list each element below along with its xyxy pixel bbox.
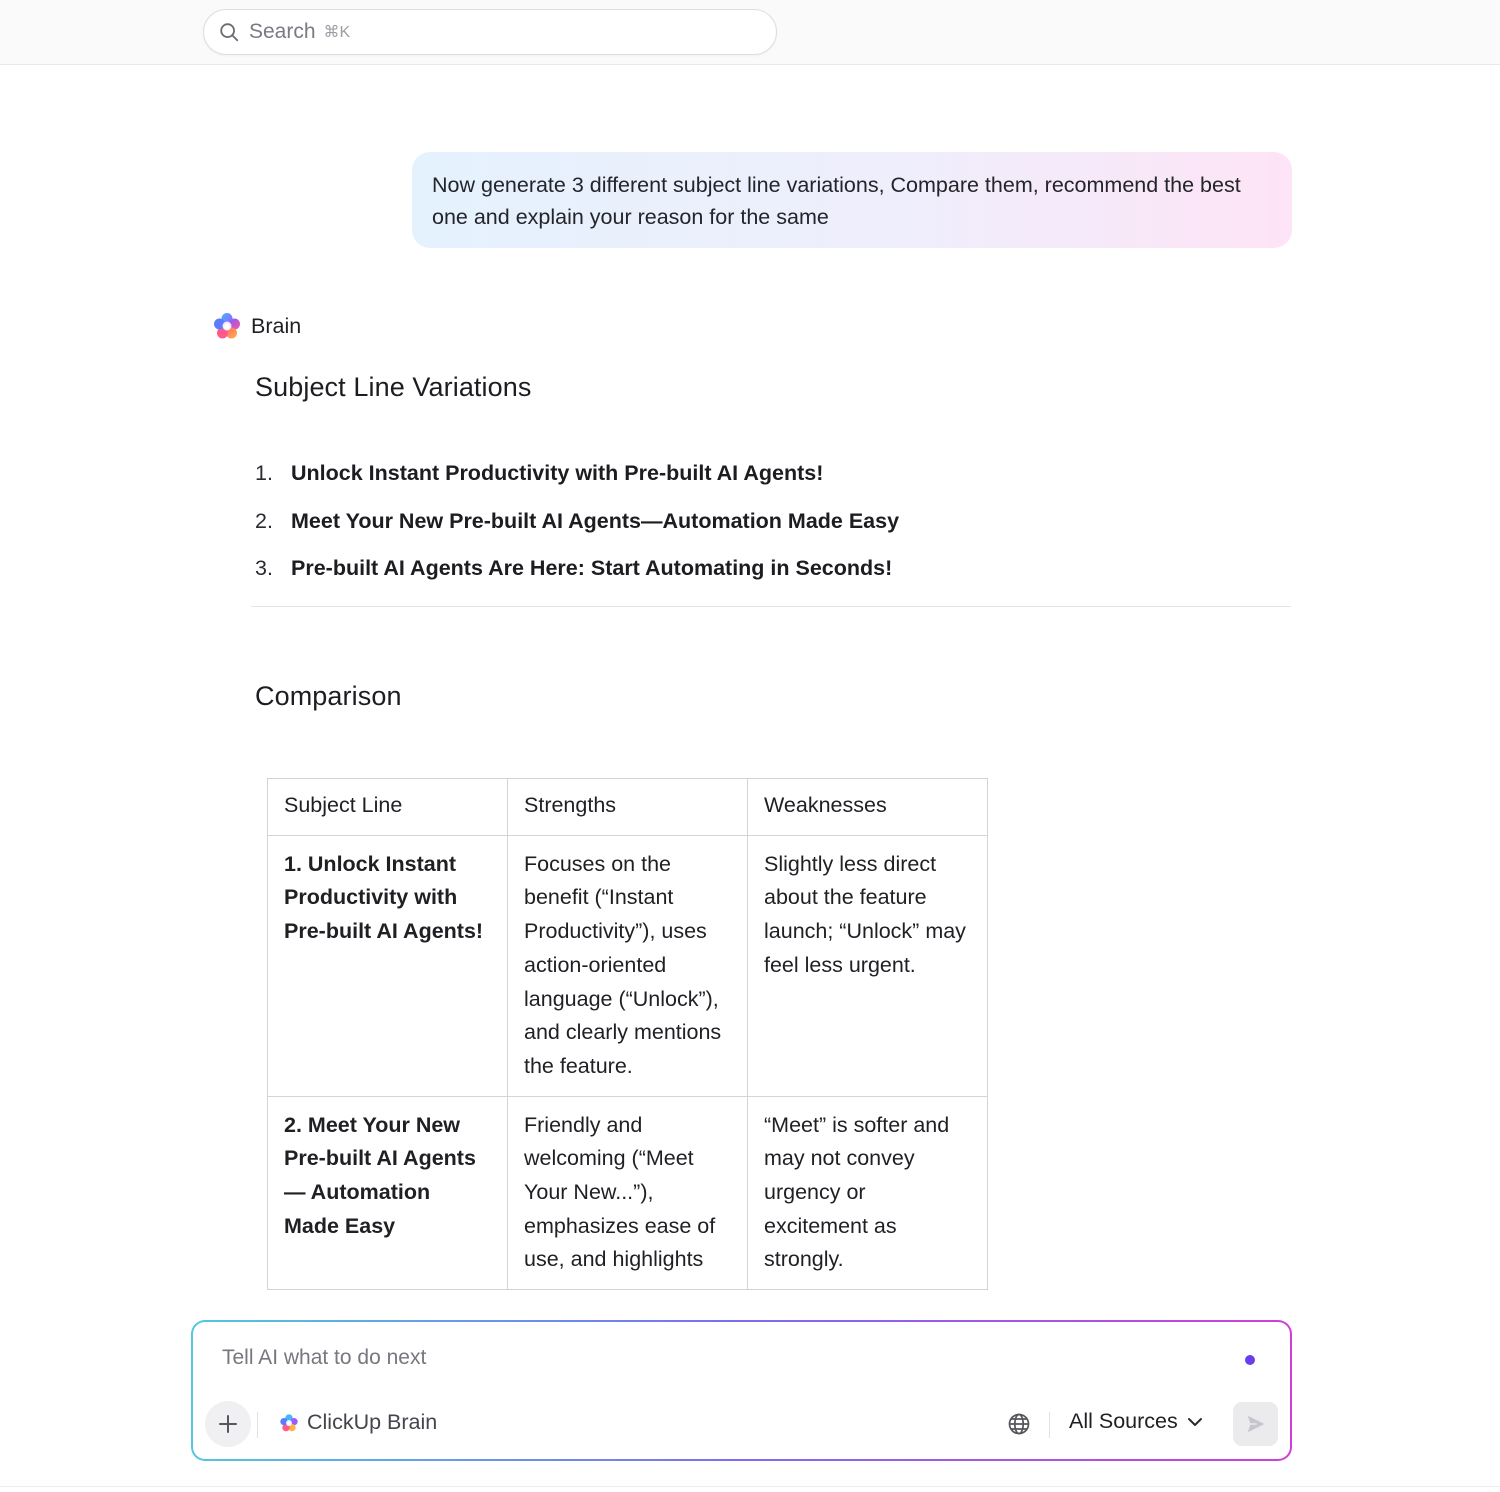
ai-composer bbox=[191, 1320, 1292, 1461]
list-item bbox=[255, 556, 1255, 604]
list-item-number: 1. bbox=[255, 461, 273, 485]
section-divider bbox=[251, 606, 1291, 607]
table-cell-strengths: Friendly and welcoming (“Meet Your New...”), emphasizes ease of use, and highlights bbox=[508, 1096, 748, 1290]
assistant-name: Brain bbox=[251, 313, 302, 338]
send-icon bbox=[1245, 1413, 1267, 1435]
column-header: Strengths bbox=[508, 779, 748, 836]
search-placeholder[interactable]: Search bbox=[249, 20, 316, 43]
table-cell-strengths: Focuses on the benefit (“Instant Productivity”), uses action-oriented language (“Unlock”), and clearly mentions the feature. bbox=[508, 835, 748, 1096]
add-attachment-button[interactable] bbox=[205, 1401, 251, 1447]
table-cell-weaknesses: “Meet” is softer and may not convey urgency or excitement as strongly. bbox=[748, 1096, 988, 1290]
comparison-heading: Comparison bbox=[255, 681, 402, 711]
chevron-down-icon bbox=[1186, 1413, 1204, 1431]
bottom-divider bbox=[0, 1486, 1500, 1487]
column-header: Weaknesses bbox=[748, 779, 988, 836]
conversation-area[interactable] bbox=[0, 66, 1500, 1294]
list-item bbox=[255, 461, 1255, 509]
search-shortcut-hint: ⌘K bbox=[323, 24, 351, 41]
variations-list bbox=[255, 461, 1255, 604]
composer-inner bbox=[193, 1322, 1290, 1459]
assistant-header bbox=[212, 311, 301, 341]
search-bar[interactable] bbox=[203, 9, 777, 55]
model-label: ClickUp Brain bbox=[307, 1410, 438, 1434]
table-cell-subject: 1. Unlock Instant Productivity with Pre-built AI Agents! bbox=[268, 835, 508, 1096]
brain-logo-icon bbox=[279, 1413, 299, 1433]
sources-label: All Sources bbox=[1069, 1409, 1178, 1433]
send-button[interactable] bbox=[1233, 1402, 1278, 1446]
status-dot bbox=[1245, 1355, 1255, 1365]
table-header-row bbox=[268, 779, 988, 836]
list-item-text: Meet Your New Pre-built AI Agents—Automation Made Easy bbox=[291, 508, 900, 533]
list-item-text: Unlock Instant Productivity with Pre-built AI Agents! bbox=[291, 461, 824, 485]
user-message-bubble: Now generate 3 different subject line variations, Compare them, recommend the best one and explain your reason for the same bbox=[412, 152, 1292, 248]
toolbar-divider bbox=[257, 1412, 258, 1438]
search-icon bbox=[218, 21, 240, 43]
list-item-text: Pre-built AI Agents Are Here: Start Automating in Seconds! bbox=[291, 556, 893, 580]
list-item-number: 3. bbox=[255, 556, 273, 580]
table-cell-weaknesses: Slightly less direct about the feature launch; “Unlock” may feel less urgent. bbox=[748, 835, 988, 1096]
variations-heading: Subject Line Variations bbox=[255, 372, 532, 402]
table-row bbox=[268, 1096, 988, 1290]
sources-dropdown[interactable] bbox=[1069, 1409, 1204, 1434]
table-row bbox=[268, 835, 988, 1096]
globe-icon[interactable] bbox=[1007, 1412, 1031, 1436]
column-header: Subject Line bbox=[268, 779, 508, 836]
table-cell-subject: 2. Meet Your New Pre-built AI Agents— Automation Made Easy bbox=[268, 1096, 508, 1290]
brain-logo-icon bbox=[212, 311, 242, 341]
toolbar-divider bbox=[1049, 1412, 1050, 1438]
list-item bbox=[255, 509, 1255, 557]
composer-input[interactable]: Tell AI what to do next bbox=[222, 1346, 427, 1369]
top-bar bbox=[0, 0, 1500, 65]
list-item-number: 2. bbox=[255, 508, 273, 533]
comparison-table bbox=[267, 778, 988, 1290]
plus-icon bbox=[218, 1414, 238, 1434]
model-selector[interactable] bbox=[279, 1410, 437, 1435]
